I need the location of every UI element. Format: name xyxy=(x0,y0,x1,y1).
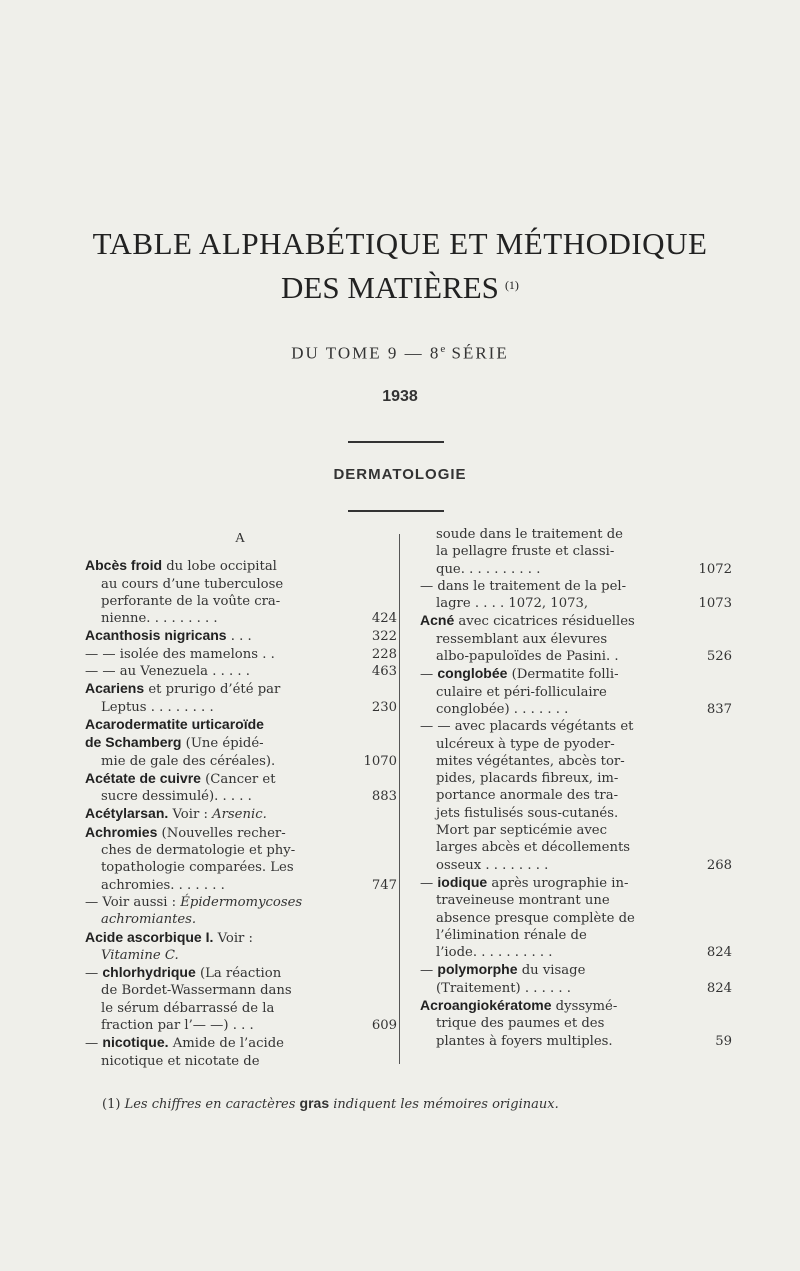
entry-keyword: Acroangiokératome xyxy=(420,997,552,1014)
line-body xyxy=(85,736,264,751)
entry-text: du visage xyxy=(517,963,586,979)
letter-heading: A xyxy=(234,531,246,546)
line-body xyxy=(85,682,280,697)
entry-text: . . . xyxy=(226,629,252,645)
entry-text: — Voir aussi : xyxy=(85,894,181,910)
page-number: 837 xyxy=(706,701,732,717)
entry-text: (Dermatite folli- xyxy=(507,667,619,683)
line-body xyxy=(436,788,618,803)
index-line xyxy=(420,631,730,648)
index-line xyxy=(420,684,730,701)
entry-continuation-italic: achromiantes. xyxy=(101,912,197,928)
line-body xyxy=(436,893,610,908)
entry-keyword: conglobée xyxy=(437,665,508,682)
page-number: 424 xyxy=(371,611,397,627)
index-column-right xyxy=(420,526,730,1050)
index-line xyxy=(420,839,730,856)
line-body xyxy=(85,647,275,662)
line-body xyxy=(101,843,295,858)
line-body xyxy=(436,596,588,611)
index-line xyxy=(85,947,395,964)
divider-bottom xyxy=(348,510,444,512)
line-body xyxy=(101,611,218,626)
index-line xyxy=(85,964,395,982)
index-line xyxy=(85,734,395,752)
entry-continuation-italic: Vitamine C. xyxy=(101,947,179,963)
line-body xyxy=(101,1054,260,1069)
entry-prefix: — xyxy=(85,966,103,982)
index-line xyxy=(85,859,395,876)
index-line xyxy=(85,1053,395,1070)
line-body xyxy=(436,737,615,752)
entry-continuation: ressemblant aux élevures xyxy=(436,631,608,647)
entry-continuation: la pellagre fruste et classi- xyxy=(436,544,615,560)
page-number: 609 xyxy=(371,1018,397,1034)
page-number: 268 xyxy=(706,857,732,873)
entry-continuation: que. . . . . . . . . . xyxy=(436,561,541,577)
page-number: 824 xyxy=(706,980,732,996)
entry-keyword: Acanthosis nigricans xyxy=(85,627,227,644)
line-body xyxy=(436,685,607,700)
index-line xyxy=(85,576,395,593)
entry-continuation: (Traitement) . . . . . . xyxy=(436,980,571,996)
line-body xyxy=(436,649,619,664)
entry-keyword: de Schamberg xyxy=(85,734,182,751)
entry-text: — — avec placards végétants et xyxy=(420,719,634,735)
index-line xyxy=(420,822,730,839)
line-body xyxy=(436,823,607,838)
entry-list-right xyxy=(420,526,730,1050)
line-body xyxy=(101,860,294,875)
line-body xyxy=(436,632,607,647)
index-line xyxy=(85,663,395,680)
line-body xyxy=(85,966,281,981)
line-body xyxy=(85,807,267,822)
index-line xyxy=(85,680,395,698)
index-line xyxy=(420,665,730,683)
line-body xyxy=(436,702,568,717)
entry-prefix: — xyxy=(85,1036,103,1052)
entry-continuation: perforante de la voûte cra- xyxy=(101,593,281,609)
entry-continuation: pides, placards fibreux, im- xyxy=(436,771,619,787)
index-line xyxy=(420,561,730,578)
line-body xyxy=(436,562,540,577)
line-body xyxy=(101,754,275,769)
index-line xyxy=(420,543,730,560)
index-line xyxy=(420,980,730,997)
column-divider xyxy=(399,534,400,1064)
line-body xyxy=(436,858,548,873)
entry-continuation: de Bordet-Wassermann dans xyxy=(101,983,292,999)
entry-keyword: iodique xyxy=(437,873,488,890)
line-body xyxy=(436,544,614,559)
line-body xyxy=(85,769,276,787)
index-line xyxy=(420,944,730,961)
entry-continuation: fraction par l’— —) . . . xyxy=(101,1018,254,1034)
index-line xyxy=(85,753,395,770)
entry-keyword: nicotique. xyxy=(102,1034,169,1051)
entry-text: — dans le traitement de la pel- xyxy=(420,578,627,594)
entry-continuation: topathologie comparées. Les xyxy=(101,860,294,876)
line-body xyxy=(85,823,286,841)
page-number: 463 xyxy=(371,664,397,680)
entry-continuation: l’iode. . . . . . . . . . xyxy=(436,945,553,961)
line-body xyxy=(101,1001,274,1016)
line-body xyxy=(85,629,252,644)
line-body xyxy=(420,719,633,734)
line-body xyxy=(436,911,635,926)
line-body xyxy=(436,806,618,821)
index-line xyxy=(85,646,395,663)
line-body xyxy=(85,664,250,679)
index-line xyxy=(420,927,730,944)
entry-continuation: albo-papuloïdes de Pasini. . xyxy=(436,649,619,665)
entry-continuation: absence presque complète de xyxy=(436,910,635,926)
entry-continuation: trique des paumes et des xyxy=(436,1016,605,1032)
entry-keyword: Acarodermatite urticaroïde xyxy=(85,715,264,732)
page-number: 824 xyxy=(706,945,732,961)
index-line xyxy=(420,1015,730,1032)
index-line xyxy=(420,910,730,927)
entry-prefix: — xyxy=(420,963,438,979)
entry-text: — — au Venezuela . . . . . xyxy=(85,664,250,680)
line-body xyxy=(436,1034,613,1049)
index-line xyxy=(85,824,395,842)
line-body xyxy=(85,928,253,946)
entry-text: avec cicatrices résiduelles xyxy=(454,614,635,630)
line-body xyxy=(101,594,280,609)
tome-prefix: DU TOME 9 — 8 xyxy=(291,343,441,363)
entry-italic: Arsenic. xyxy=(212,807,267,823)
index-line xyxy=(420,874,730,892)
entry-continuation: nienne. . . . . . . . . xyxy=(101,611,218,627)
page-number: 228 xyxy=(371,646,397,662)
entry-continuation: larges abcès et décollements xyxy=(436,840,631,856)
footnote-ref: (1) xyxy=(102,1097,121,1112)
line-body xyxy=(85,895,302,910)
entry-keyword: Acide ascorbique I. xyxy=(85,928,214,945)
entry-continuation: portance anormale des tra- xyxy=(436,788,619,804)
entry-text: — — isolée des mamelons . . xyxy=(85,646,275,662)
index-line xyxy=(85,627,395,645)
page-number: 1073 xyxy=(698,596,732,612)
entry-continuation: plantes à foyers multiples. xyxy=(436,1033,613,1049)
line-body xyxy=(420,873,629,891)
entry-keyword: Acné xyxy=(420,612,455,629)
entry-keyword: Acétylarsan. xyxy=(85,805,169,822)
line-body xyxy=(436,754,625,769)
line-body xyxy=(436,1016,604,1031)
line-body xyxy=(436,527,623,542)
entry-prefix: — xyxy=(420,875,438,891)
index-line xyxy=(85,805,395,823)
divider-top xyxy=(348,441,444,443)
entry-text: (Nouvelles recher- xyxy=(157,825,286,841)
index-line xyxy=(420,648,730,665)
page-number: 322 xyxy=(371,629,397,645)
entry-continuation: mie de gale des céréales). xyxy=(101,753,276,769)
line-body xyxy=(436,840,630,855)
entry-continuation: mites végétantes, abcès tor- xyxy=(436,753,625,769)
line-body xyxy=(420,579,626,594)
line-body xyxy=(101,700,214,715)
entry-continuation: sucre dessimulé). . . . . xyxy=(101,789,252,805)
index-line xyxy=(85,610,395,627)
section-heading: DERMATOLOGIE xyxy=(333,466,467,483)
index-line xyxy=(85,1017,395,1034)
footnote-text: Les chiffres en caractères xyxy=(124,1097,296,1112)
line-body xyxy=(101,789,252,804)
entry-keyword: Acétate de cuivre xyxy=(85,769,201,786)
index-line xyxy=(420,526,730,543)
entry-keyword: Achromies xyxy=(85,823,158,840)
entry-continuation: le sérum débarrassé de la xyxy=(101,1000,275,1016)
entry-text: Voir : xyxy=(213,930,253,946)
footnote-text-end: indiquent les mémoires originaux. xyxy=(333,1097,559,1112)
entry-text: Amide de l’acide xyxy=(168,1036,284,1052)
index-line xyxy=(85,593,395,610)
line-body xyxy=(436,928,587,943)
line-body xyxy=(101,983,292,998)
index-line xyxy=(85,770,395,788)
line-body xyxy=(436,945,552,960)
index-column-left xyxy=(85,522,395,1070)
line-body xyxy=(85,1036,284,1051)
page-number: 1072 xyxy=(698,561,732,577)
entry-text: du lobe occipital xyxy=(162,559,277,575)
entry-continuation: soude dans le traitement de xyxy=(436,527,623,542)
line-body xyxy=(420,667,619,682)
index-line xyxy=(85,911,395,928)
index-line xyxy=(85,1000,395,1017)
page-title-line2 xyxy=(0,270,800,306)
index-line xyxy=(420,595,730,612)
entry-italic: Épidermomycoses xyxy=(180,894,303,910)
index-line xyxy=(420,892,730,909)
line-body xyxy=(101,1018,254,1033)
line-body xyxy=(420,614,635,629)
index-line xyxy=(85,1034,395,1052)
index-line xyxy=(85,929,395,947)
line-body xyxy=(436,771,618,786)
page-number: 1070 xyxy=(363,753,397,769)
entry-keyword: polymorphe xyxy=(437,961,518,978)
entry-keyword: chlorhydrique xyxy=(102,964,196,981)
index-line xyxy=(420,961,730,979)
entry-text: dyssymé- xyxy=(551,999,618,1015)
entry-keyword: Abcès froid xyxy=(85,557,163,574)
entry-list-left xyxy=(85,557,395,1070)
line-body xyxy=(101,912,196,927)
entry-continuation: conglobée) . . . . . . . xyxy=(436,701,569,717)
page-number: 747 xyxy=(371,877,397,893)
index-line xyxy=(85,842,395,859)
index-line xyxy=(420,736,730,753)
line-body xyxy=(101,948,179,963)
entry-continuation: Leptus . . . . . . . . xyxy=(101,699,214,715)
entry-continuation: culaire et péri-folliculaire xyxy=(436,684,607,700)
line-body xyxy=(420,999,617,1014)
index-line xyxy=(420,805,730,822)
index-line xyxy=(420,612,730,630)
entry-text: (La réaction xyxy=(195,966,282,982)
volume-subtitle xyxy=(0,343,800,364)
index-line xyxy=(85,716,395,734)
entry-continuation: ches de dermatologie et phy- xyxy=(101,843,296,859)
index-line xyxy=(85,557,395,575)
entry-continuation: traveineuse montrant une xyxy=(436,893,610,909)
entry-continuation: Mort par septicémie avec xyxy=(436,823,607,839)
index-line xyxy=(85,788,395,805)
index-line xyxy=(85,894,395,911)
entry-continuation: l’élimination rénale de xyxy=(436,927,587,943)
entry-text: (Cancer et xyxy=(200,771,276,787)
line-body xyxy=(85,715,264,733)
year: 1938 xyxy=(382,388,418,405)
page-number: 526 xyxy=(706,649,732,665)
entry-continuation: osseux . . . . . . . . xyxy=(436,857,549,873)
index-line xyxy=(85,877,395,894)
entry-continuation: achromies. . . . . . . xyxy=(101,877,225,893)
tome-sup: e xyxy=(440,343,446,355)
page-number: 230 xyxy=(371,699,397,715)
page-number: 883 xyxy=(371,789,397,805)
index-line xyxy=(420,770,730,787)
footnote-ref: (1) xyxy=(504,278,519,292)
index-line xyxy=(420,701,730,718)
line-body xyxy=(436,981,571,996)
index-line xyxy=(420,997,730,1015)
index-line xyxy=(420,753,730,770)
page-title: TABLE ALPHABÉTIQUE ET MÉTHODIQUE xyxy=(92,226,708,261)
index-line xyxy=(420,857,730,874)
entry-continuation: jets fistulisés sous-cutanés. xyxy=(436,805,619,821)
index-line xyxy=(420,578,730,595)
footnote xyxy=(102,1095,742,1112)
line-body xyxy=(420,963,585,978)
entry-text: et prurigo d’été par xyxy=(144,682,281,698)
entry-continuation: lagre . . . . 1072, 1073, xyxy=(436,596,589,612)
entry-text: (Une épidé- xyxy=(181,736,264,752)
index-line xyxy=(420,718,730,735)
entry-keyword: Acariens xyxy=(85,680,145,697)
entry-text: après urographie in- xyxy=(487,875,629,891)
tome-suffix: SÉRIE xyxy=(445,343,509,363)
page-number: 59 xyxy=(715,1033,732,1049)
entry-text: Voir : xyxy=(168,807,213,823)
index-line xyxy=(85,699,395,716)
line-body xyxy=(85,559,277,574)
index-line xyxy=(420,1033,730,1050)
index-line xyxy=(85,982,395,999)
line-body xyxy=(101,577,283,592)
footnote-bold-word: gras xyxy=(299,1095,330,1111)
entry-continuation: ulcéreux à type de pyoder- xyxy=(436,736,615,752)
entry-continuation: au cours d’une tuberculose xyxy=(101,576,284,592)
page-title-text: DES MATIÈRES xyxy=(281,270,499,305)
line-body xyxy=(101,878,225,893)
index-line xyxy=(420,787,730,804)
entry-continuation: nicotique et nicotate de xyxy=(101,1053,260,1069)
entry-prefix: — xyxy=(420,667,438,683)
